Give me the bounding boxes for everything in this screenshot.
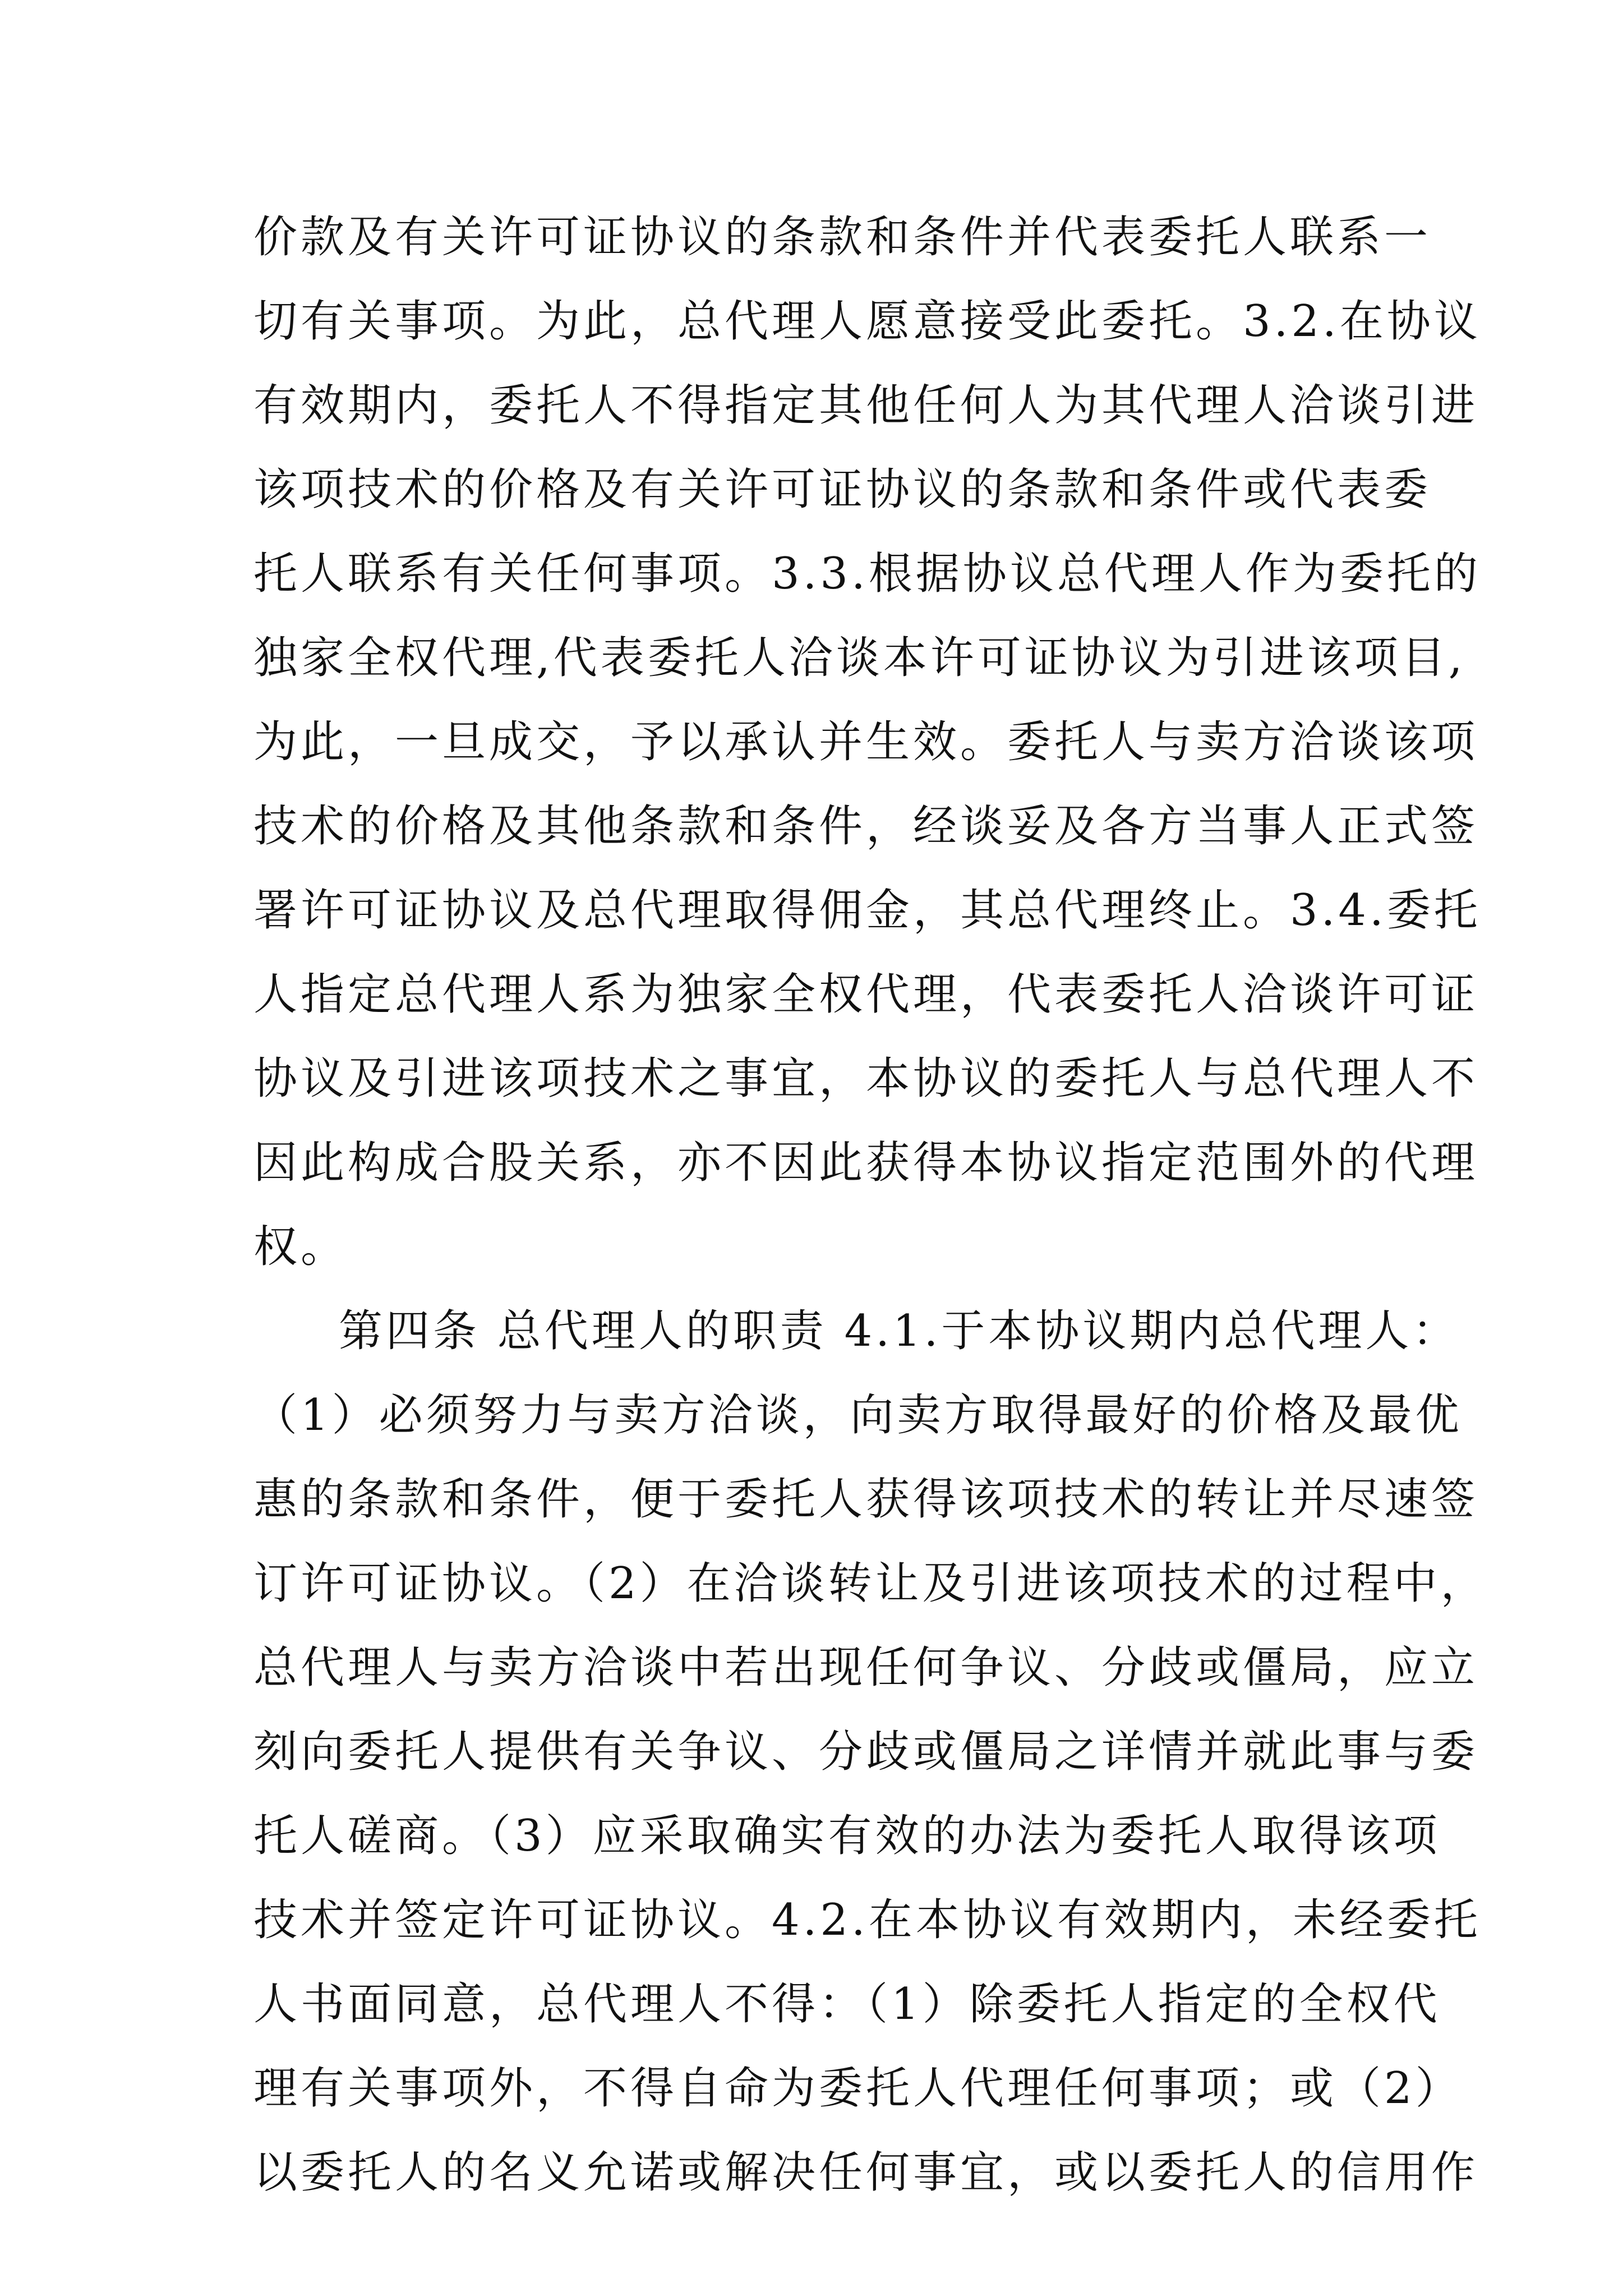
text-line: 署许可证协议及总代理取得佣金，其总代理终止。3.4.委托 [253,885,1481,936]
text-line: 总代理人与卖方洽谈中若出现任何争议、分歧或僵局，应立 [253,1642,1479,1693]
text-line: 托人联系有关任何事项。3.3.根据协议总代理人作为委托的 [253,549,1481,599]
text-line: 为此，一旦成交，予以承认并生效。委托人与卖方洽谈该项 [253,717,1479,767]
text-line: 刻向委托人提供有关争议、分歧或僵局之详情并就此事与委 [253,1727,1479,1777]
section-heading-line: 第四条 总代理人的职责 4.1.于本协议期内总代理人： [339,1306,1460,1356]
text-line: 独家全权代理,代表委托人洽谈本许可证协议为引进该项目, [253,633,1466,683]
text-line: 技术的价格及其他条款和条件，经谈妥及各方当事人正式签 [253,801,1479,852]
text-line: 人书面同意，总代理人不得：（1）除委托人指定的全权代 [253,1979,1441,2030]
text-line: 切有关事项。为此，总代理人愿意接受此委托。3.2.在协议 [253,296,1481,347]
text-line: 技术并签定许可证协议。4.2.在本协议有效期内，未经委托 [253,1895,1481,1945]
text-line: 权。 [253,1222,348,1272]
text-line: 理有关事项外，不得自命为委托人代理任何事项；或（2） [253,2063,1463,2114]
text-line: 人指定总代理人系为独家全权代理，代表委托人洽谈许可证 [253,969,1479,1020]
document-body [253,195,1488,2215]
text-line: 协议及引进该项技术之事宜，本协议的委托人与总代理人不 [253,1053,1479,1104]
text-line: 有效期内，委托人不得指定其他任何人为其代理人洽谈引进 [253,380,1479,431]
text-line: 订许可证协议。（2）在洽谈转让及引进该项技术的过程中， [253,1558,1488,1609]
text-line: 价款及有关许可证协议的条款和条件并代表委托人联系一 [253,212,1432,263]
text-line: 该项技术的价格及有关许可证协议的条款和条件或代表委 [253,464,1432,515]
text-line: 惠的条款和条件，便于委托人获得该项技术的转让并尽速签 [253,1474,1479,1525]
text-line: 托人磋商。（3）应采取确实有效的办法为委托人取得该项 [253,1811,1441,1861]
text-line: （1）必须努力与卖方洽谈，向卖方取得最好的价格及最优 [253,1390,1463,1441]
text-line: 以委托人的名义允诺或解决任何事宜，或以委托人的信用作 [253,2147,1479,2198]
text-line: 因此构成合股关系，亦不因此获得本协议指定范围外的代理 [253,1138,1479,1188]
